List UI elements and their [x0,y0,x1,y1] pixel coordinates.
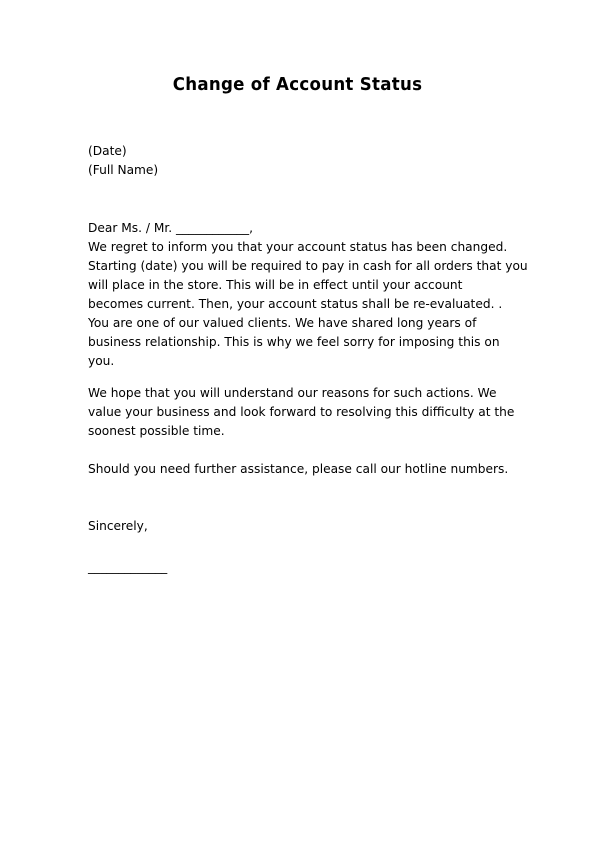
paragraph-line: You are one of our valued clients. We have shared long years of [88,316,477,330]
paragraph-line: We regret to inform you that your account status has been changed. [88,240,508,254]
paragraph-hope [88,384,528,441]
salutation: Dear Ms. / Mr. ____________, [88,221,253,235]
paragraph-line: will place in the store. This will be in effect until your account [88,278,463,292]
paragraph-line: becomes current. Then, your account status shall be re-evaluated. . [88,297,503,311]
paragraph-line: We hope that you will understand our reasons for such actions. We [88,386,497,400]
closing: Sincerely, [88,519,148,533]
paragraph-line: Starting (date) you will be required to pay in cash for all orders that you [88,259,528,273]
paragraph-line: value your business and look forward to resolving this difficulty at the [88,405,515,419]
name-placeholder: (Full Name) [88,163,159,177]
paragraph-line: you. [88,354,115,368]
paragraph-regret [88,238,528,371]
date-placeholder: (Date) [88,144,127,158]
page-title: Change of Account Status [172,75,423,95]
paragraph-line: soonest possible time. [88,424,225,438]
paragraph-line: business relationship. This is why we feel sorry for imposing this on [88,335,500,349]
paragraph-assistance: Should you need further assistance, please call our hotline numbers. [88,462,509,476]
signature-line: _____________ [88,560,168,574]
